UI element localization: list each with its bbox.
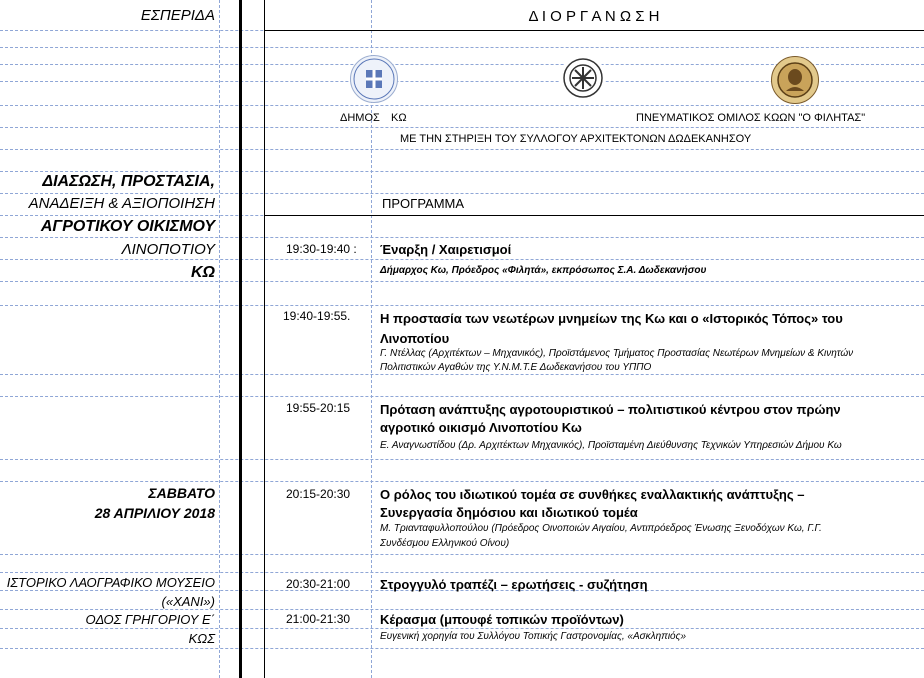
program-time: 19:40-19:55.: [283, 309, 351, 323]
organizer-2: ΠΝΕΥΜΑΤΙΚΟΣ ΟΜΙΛΟΣ ΚΩΩΝ "Ο ΦΙΛΗΤΑΣ": [636, 112, 866, 124]
program-speaker: Γ. Ντέλλας (Αρχιτέκτων – Μηχανικός), Προϊστάμενος Τμήματος Προστασίας Νεωτέρων Μνημείων & Κινητών: [380, 348, 854, 359]
organization-heading: Δ Ι Ο Ρ Γ Α Ν Ω Σ Η: [528, 8, 660, 25]
program-speaker-cont: Συνδέσμου Ελληνικού Οίνου): [380, 538, 510, 549]
program-heading: ΠΡΟΓΡΑΜΜΑ: [382, 196, 465, 211]
program-time: 19:55-20:15: [286, 401, 351, 415]
event-date: 28 ΑΠΡΙΛΙΟΥ 2018: [94, 505, 215, 521]
venue-line-2: («ΧΑΝΙ»): [161, 594, 215, 609]
program-time: 19:30-19:40 :: [286, 242, 357, 256]
event-type-label: ΕΣΠΕΡΙΔΑ: [140, 7, 215, 24]
program-time: 21:00-21:30: [286, 612, 351, 626]
program-title: Στρογγυλό τραπέζι – ερωτήσεις - συζήτηση: [380, 577, 648, 592]
event-day: ΣΑΒΒΑΤΟ: [148, 485, 215, 501]
program-time: 20:15-20:30: [286, 487, 351, 501]
theme-line-3: ΑΓΡΟΤΙΚΟΥ ΟΙΚΙΣΜΟΥ: [40, 218, 215, 235]
filitas-emblem-icon: [771, 56, 819, 104]
program-note: Ευγενική χορηγία του Συλλόγου Τοπικής Γαστρονομίας, «Ασκληπιός»: [380, 631, 687, 642]
organizer-1-word-1: ΔΗΜΟΣ: [340, 112, 380, 124]
municipality-kos-emblem-icon: [560, 55, 606, 101]
theme-line-1: ΔΙΑΣΩΣΗ, ΠΡΟΣΤΑΣΙΑ,: [42, 173, 215, 190]
venue-line-3: ΟΔΟΣ ΓΡΗΓΟΡΙΟΥ Ε΄: [85, 612, 215, 627]
program-title: Κέρασμα (μπουφέ τοπικών προϊόντων): [380, 612, 624, 627]
venue-line-4: ΚΩΣ: [188, 631, 215, 646]
program-title: Πρόταση ανάπτυξης αγροτουριστικού – πολιτιστικού κέντρου στον πρώην: [380, 402, 841, 417]
program-title: Η προστασία των νεωτέρων μνημείων της Κω και ο «Ιστορικός Τόπος» του: [380, 311, 843, 326]
program-speaker: Ε. Αναγνωστίδου (Δρ. Αρχιτέκτων Μηχανικός), Προϊσταμένη Διεύθυνσης Τεχνικών Υπηρεσιών Δήμου Κω: [380, 440, 842, 451]
organizer-1-word-2: ΚΩ: [391, 112, 407, 124]
theme-line-5: ΚΩ: [190, 264, 215, 281]
greek-coat-of-arms-icon: [350, 55, 398, 103]
program-speaker: Δήμαρχος Κω, Πρόεδρος «Φιλητά», εκπρόσωπος Σ.Α. Δωδεκανήσου: [380, 265, 707, 276]
support-statement: ΜΕ ΤΗΝ ΣΤΗΡΙΞΗ ΤΟΥ ΣΥΛΛΟΓΟΥ ΑΡΧΙΤΕΚΤΟΝΩΝ ΔΩΔΕΚΑΝΗΣΟΥ: [400, 133, 752, 145]
program-title-cont: Λινοποτίου: [380, 331, 450, 346]
program-title-cont: αγροτικό οικισμό Λινοποτίου Κω: [380, 420, 582, 435]
program-speaker: Μ. Τριανταφυλλοπούλου (Πρόεδρος Οινοποιών Αιγαίου, Αντιπρόεδρος Ένωσης Ξενοδόχων Κω, Γ.Γ.: [380, 523, 822, 534]
program-speaker-cont: Πολιτιστικών Αγαθών της Υ.Ν.Μ.Τ.Ε Δωδεκανήσου του ΥΠΠΟ: [380, 362, 652, 373]
program-title-cont: Συνεργασία δημόσιου και ιδιωτικού τομέα: [380, 505, 638, 520]
program-title: Έναρξη / Χαιρετισμοί: [380, 242, 512, 257]
theme-line-4: ΛΙΝΟΠΟΤΙΟΥ: [121, 241, 215, 258]
theme-line-2: ΑΝΑΔΕΙΞΗ & ΑΞΙΟΠΟΙΗΣΗ: [28, 195, 215, 212]
venue-line-1: ΙΣΤΟΡΙΚΟ ΛΑΟΓΡΑΦΙΚΟ ΜΟΥΣΕΙΟ: [6, 575, 215, 590]
program-title: Ο ρόλος του ιδιωτικού τομέα σε συνθήκες εναλλακτικής ανάπτυξης –: [380, 487, 805, 502]
program-time: 20:30-21:00: [286, 577, 351, 591]
